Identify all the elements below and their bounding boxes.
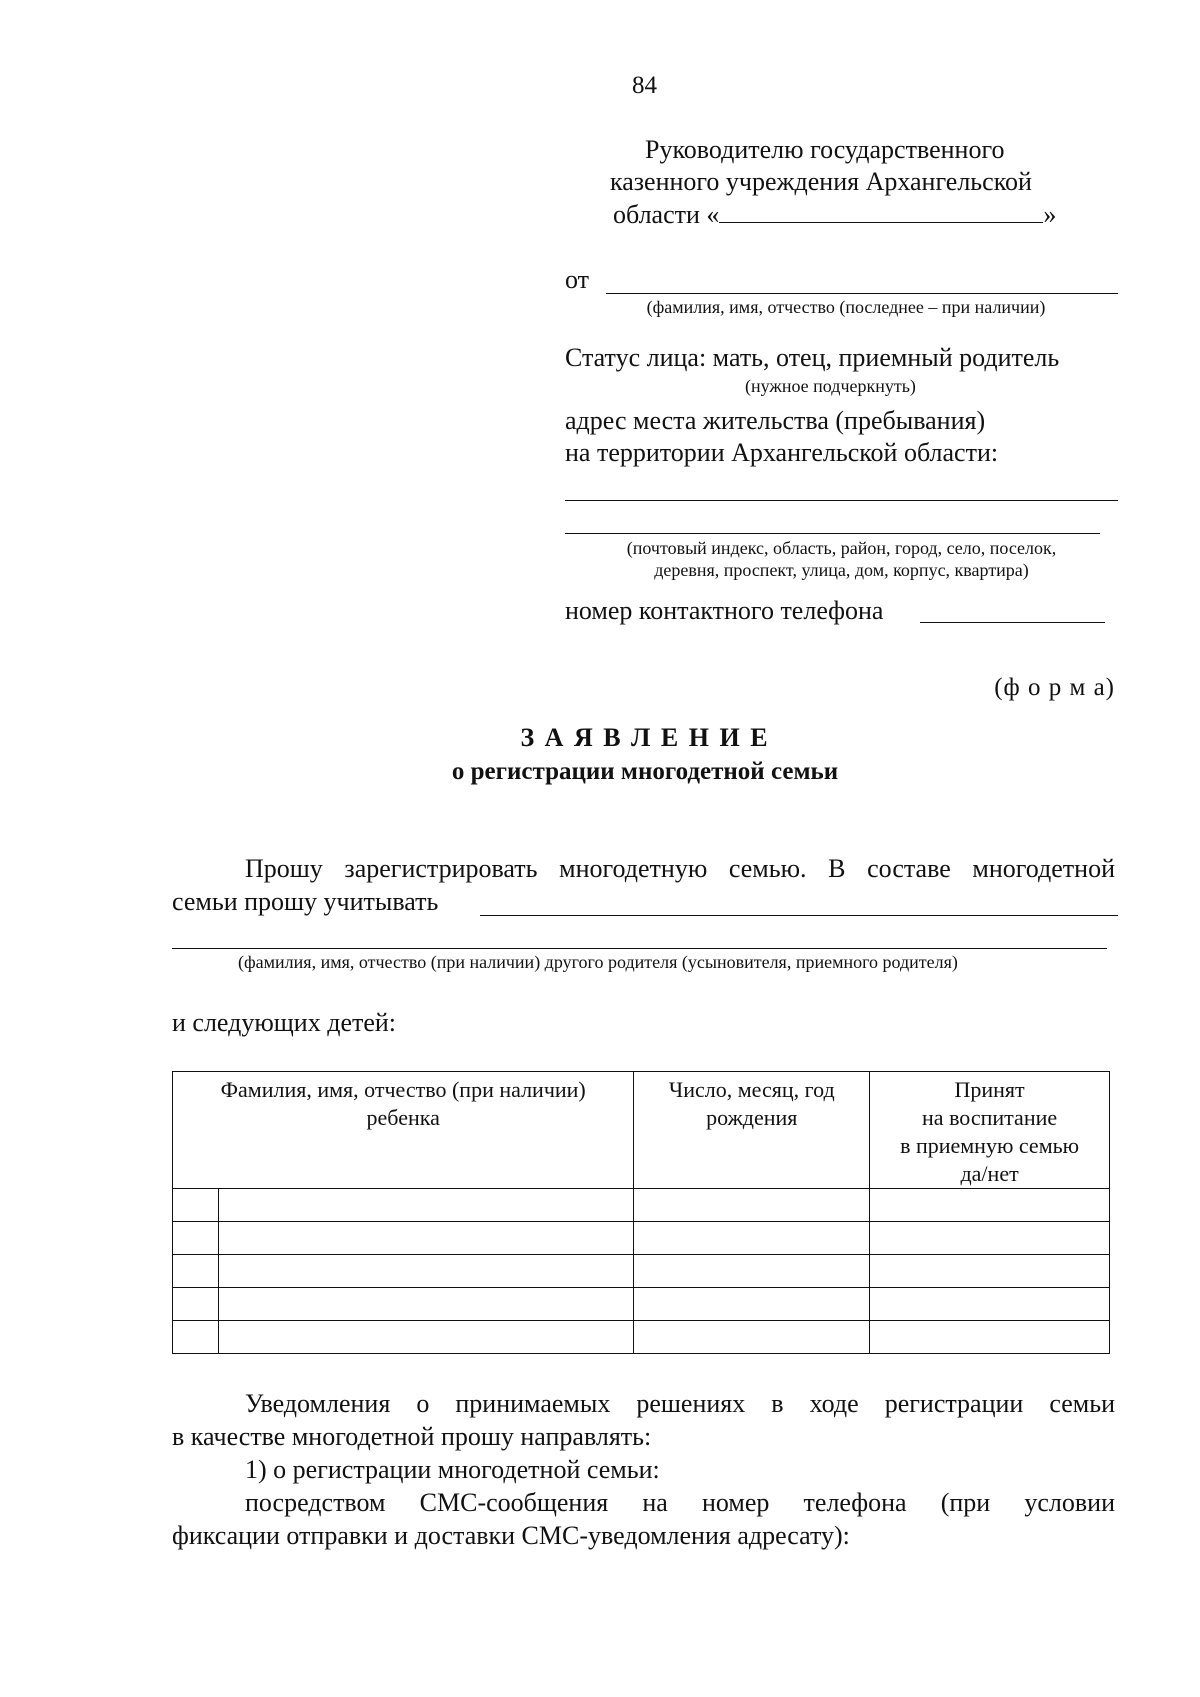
phone-label: номер контактного телефона [565,596,884,625]
from-hint: (фамилия, имя, отчество (последнее – при наличии) [646,297,1046,317]
row-number-cell[interactable] [173,1288,219,1321]
foster-cell[interactable] [870,1255,1110,1288]
birth-date-cell[interactable] [634,1222,870,1255]
foster-cell[interactable] [870,1321,1110,1354]
address-blank-1[interactable] [565,500,1118,501]
from-label: от [565,265,590,294]
table-row [173,1255,1110,1288]
address-hint-1: (почтовый индекс, область, район, город, село, поселок, [626,538,1057,558]
document-title: З А Я В Л Е Н И Е [520,723,770,752]
address-blank-2[interactable] [565,533,1100,534]
row-number-cell[interactable] [173,1222,219,1255]
header-cell-line: Число, месяц, год [668,1077,835,1102]
addressee-line-3-suffix: » [1043,200,1057,229]
foster-cell[interactable] [870,1222,1110,1255]
notifications-line-2: в качестве многодетной прошу направлять: [172,1422,652,1451]
row-number-cell[interactable] [173,1255,219,1288]
header-cell-line: в приемную семью [900,1133,1080,1158]
status-hint: (нужное подчеркнуть) [745,376,916,396]
notifications-line-3: 1) о регистрации многодетной семьи: [245,1455,660,1484]
foster-cell[interactable] [870,1288,1110,1321]
addressee-line-3-prefix: области « [613,200,720,229]
address-line-1: адрес места жительства (пребывания) [565,406,986,435]
form-label: (ф о р м а) [994,674,1115,701]
children-label: и следующих детей: [172,1008,397,1037]
header-cell-line: да/нет [960,1161,1019,1186]
institution-name-blank[interactable] [719,198,1043,223]
table-row [173,1189,1110,1222]
request-line-1: Прошу зарегистрировать многодетную семью. В составе многодетной [245,854,1115,883]
table-header-foster [870,1072,1110,1189]
child-name-cell[interactable] [218,1321,633,1354]
table-header-row [173,1072,1110,1189]
child-name-cell[interactable] [218,1222,633,1255]
table-body [173,1189,1110,1354]
addressee-line-3 [613,198,1056,231]
header-cell-line: Фамилия, имя, отчество (при наличии) [220,1077,586,1102]
status-text: Статус лица: мать, отец, приемный родитель [565,343,1060,372]
header-cell-line: ребенка [366,1105,440,1130]
birth-date-cell[interactable] [634,1321,870,1354]
table-row [173,1321,1110,1354]
notifications-line-4: посредством СМС-сообщения на номер телефона (при условии [245,1488,1115,1517]
phone-blank[interactable] [920,622,1105,623]
header-cell-line: на воспитание [922,1105,1058,1130]
birth-date-cell[interactable] [634,1288,870,1321]
from-name-blank[interactable] [606,293,1118,294]
addressee-line-1: Руководителю государственного [645,135,1005,164]
address-line-2: на территории Архангельской области: [565,438,999,467]
children-table [172,1071,1110,1354]
header-cell-line: Принят [954,1077,1025,1102]
child-name-cell[interactable] [218,1255,633,1288]
table-row [173,1288,1110,1321]
birth-date-cell[interactable] [634,1255,870,1288]
request-line-2: семьи прошу учитывать [172,887,439,916]
notifications-line-5: фиксации отправки и доставки СМС-уведомления адресату): [172,1521,850,1550]
row-number-cell[interactable] [173,1321,219,1354]
notifications-line-1: Уведомления о принимаемых решениях в ходе регистрации семьи [245,1389,1115,1418]
page-number: 84 [632,72,657,99]
document-subtitle: о регистрации многодетной семьи [451,758,839,785]
other-parent-hint: (фамилия, имя, отчество (при наличии) другого родителя (усыновителя, приемного родителя) [238,952,958,972]
other-parent-blank-1[interactable] [480,915,1118,916]
table-header-child-name [173,1072,634,1189]
row-number-cell[interactable] [173,1189,219,1222]
table-row [173,1222,1110,1255]
other-parent-blank-2[interactable] [172,948,1107,949]
birth-date-cell[interactable] [634,1189,870,1222]
address-hint-2: деревня, проспект, улица, дом, корпус, квартира) [654,560,1029,580]
addressee-line-2: казенного учреждения Архангельской [610,167,1032,196]
child-name-cell[interactable] [218,1288,633,1321]
foster-cell[interactable] [870,1189,1110,1222]
header-cell-line: рождения [706,1105,798,1130]
child-name-cell[interactable] [218,1189,633,1222]
table-header-birth-date [634,1072,870,1189]
